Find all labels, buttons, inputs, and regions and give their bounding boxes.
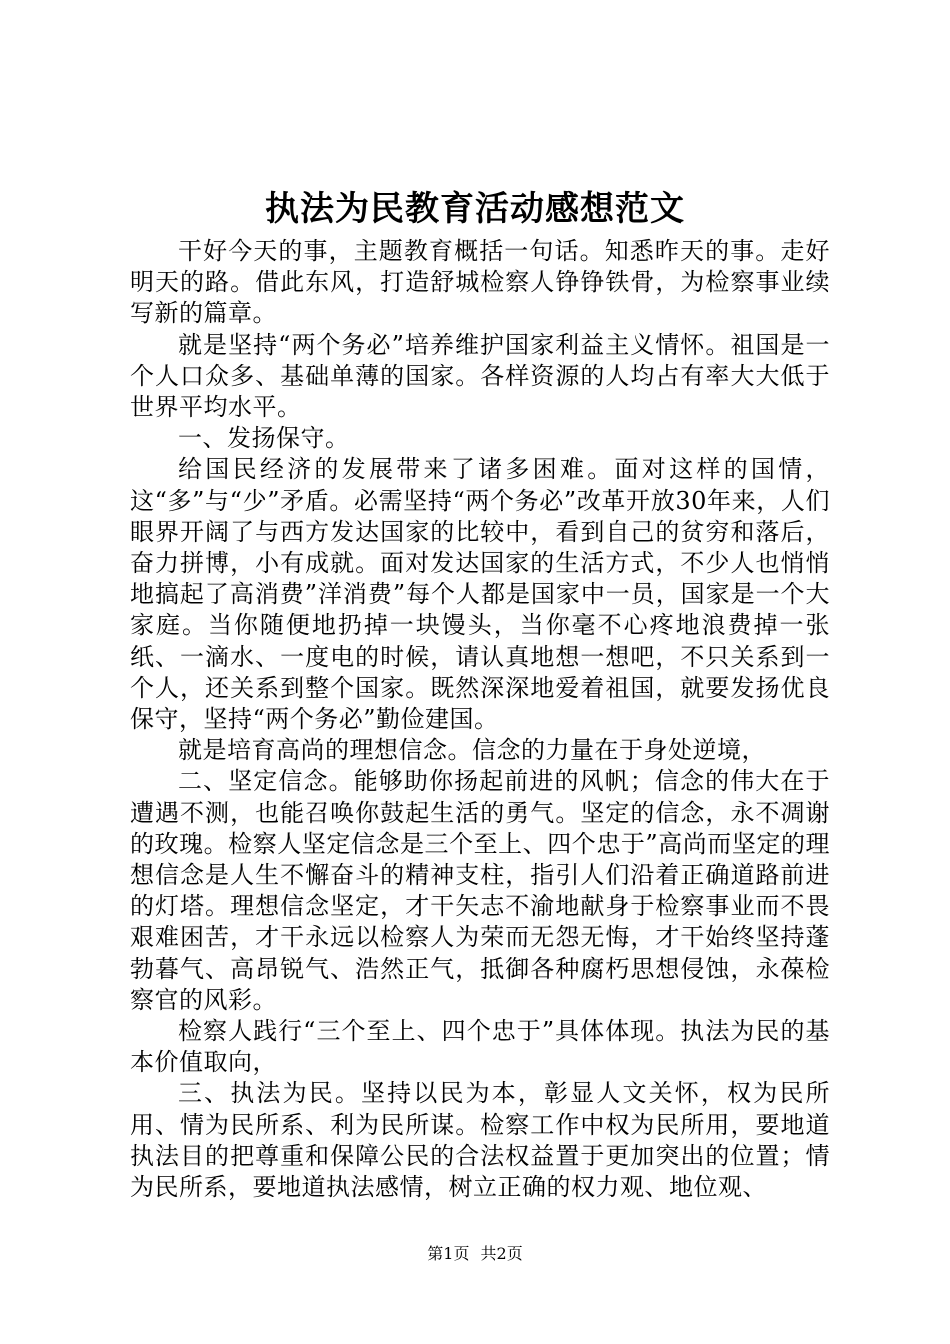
document-body: [130, 236, 830, 1203]
section-heading: 一、发扬保守。: [178, 424, 350, 453]
page-total: 共2页: [480, 1244, 523, 1263]
paragraph: 干好今天的事，主题教育概括一句话。知悉昨天的事。走好明天的路。借此东风，打造舒城检察人铮铮铁骨，为检察事业续写新的篇章。: [130, 237, 830, 328]
page-footer: [0, 1243, 950, 1265]
paragraph: 就是培育高尚的理想信念。信念的力量在于身处逆境，: [178, 736, 766, 765]
paragraph: 三、执法为民。坚持以民为本，彰显人文关怀，权为民所用、情为民所系、利为民所谋。检察工作中权为民所用，要地道执法目的把尊重和保障公民的合法权益置于更加突出的位置；情为民所系，要地道执法感情，树立正确的权力观、地位观、: [130, 1079, 830, 1202]
document-title: 执法为民教育活动感想范文: [265, 189, 685, 229]
paragraph: 检察人践行“三个至上、四个忠于”具体体现。执法为民的基本价值取向，: [130, 1017, 830, 1077]
paragraph: 二、坚定信念。能够助你扬起前进的风帆；信念的伟大在于遭遇不测，也能召唤你鼓起生活的勇气。坚定的信念，永不凋谢的玫瑰。检察人坚定信念是三个至上、四个忠于”高尚而坚定的理想信念是人生不懈奋斗的精神支柱，指引人们沿着正确道路前进的灯塔。理想信念坚定，才干矢志不渝地献身于检察事业而不畏艰难困苦，才干永远以检察人为荣而无怨无悔，才干始终坚持蓬勃暮气、高昂锐气、浩然正气，抵御各种腐朽思想侵蚀，永葆检察官的风彩。: [130, 767, 830, 1014]
page-number: 第1页: [427, 1244, 470, 1263]
paragraph: 就是坚持“两个务必”培养维护国家利益主义情怀。祖国是一个人口众多、基础单薄的国家。各样资源的人均占有率大大低于世界平均水平。: [130, 330, 830, 422]
paragraph: 给国民经济的发展带来了诸多困难。面对这样的国情，这“多”与“少”矛盾。必需坚持“两个务必”改革开放30年来，人们眼界开阔了与西方发达国家的比较中，看到自己的贫穷和落后，奋力拼博，小有成就。面对发达国家的生活方式，不少人也悄悄地搞起了高消费”洋消费”每个人都是国家中一员，国家是一个大家庭。当你随便地扔掉一块馒头，当你毫不心疼地浪费掉一张纸、一滴水、一度电的时候，请认真地想一想吧，不只关系到一个人，还关系到整个国家。既然深深地爱着祖国，就要发扬优良保守，坚持“两个务必”勤俭建国。: [130, 455, 830, 734]
